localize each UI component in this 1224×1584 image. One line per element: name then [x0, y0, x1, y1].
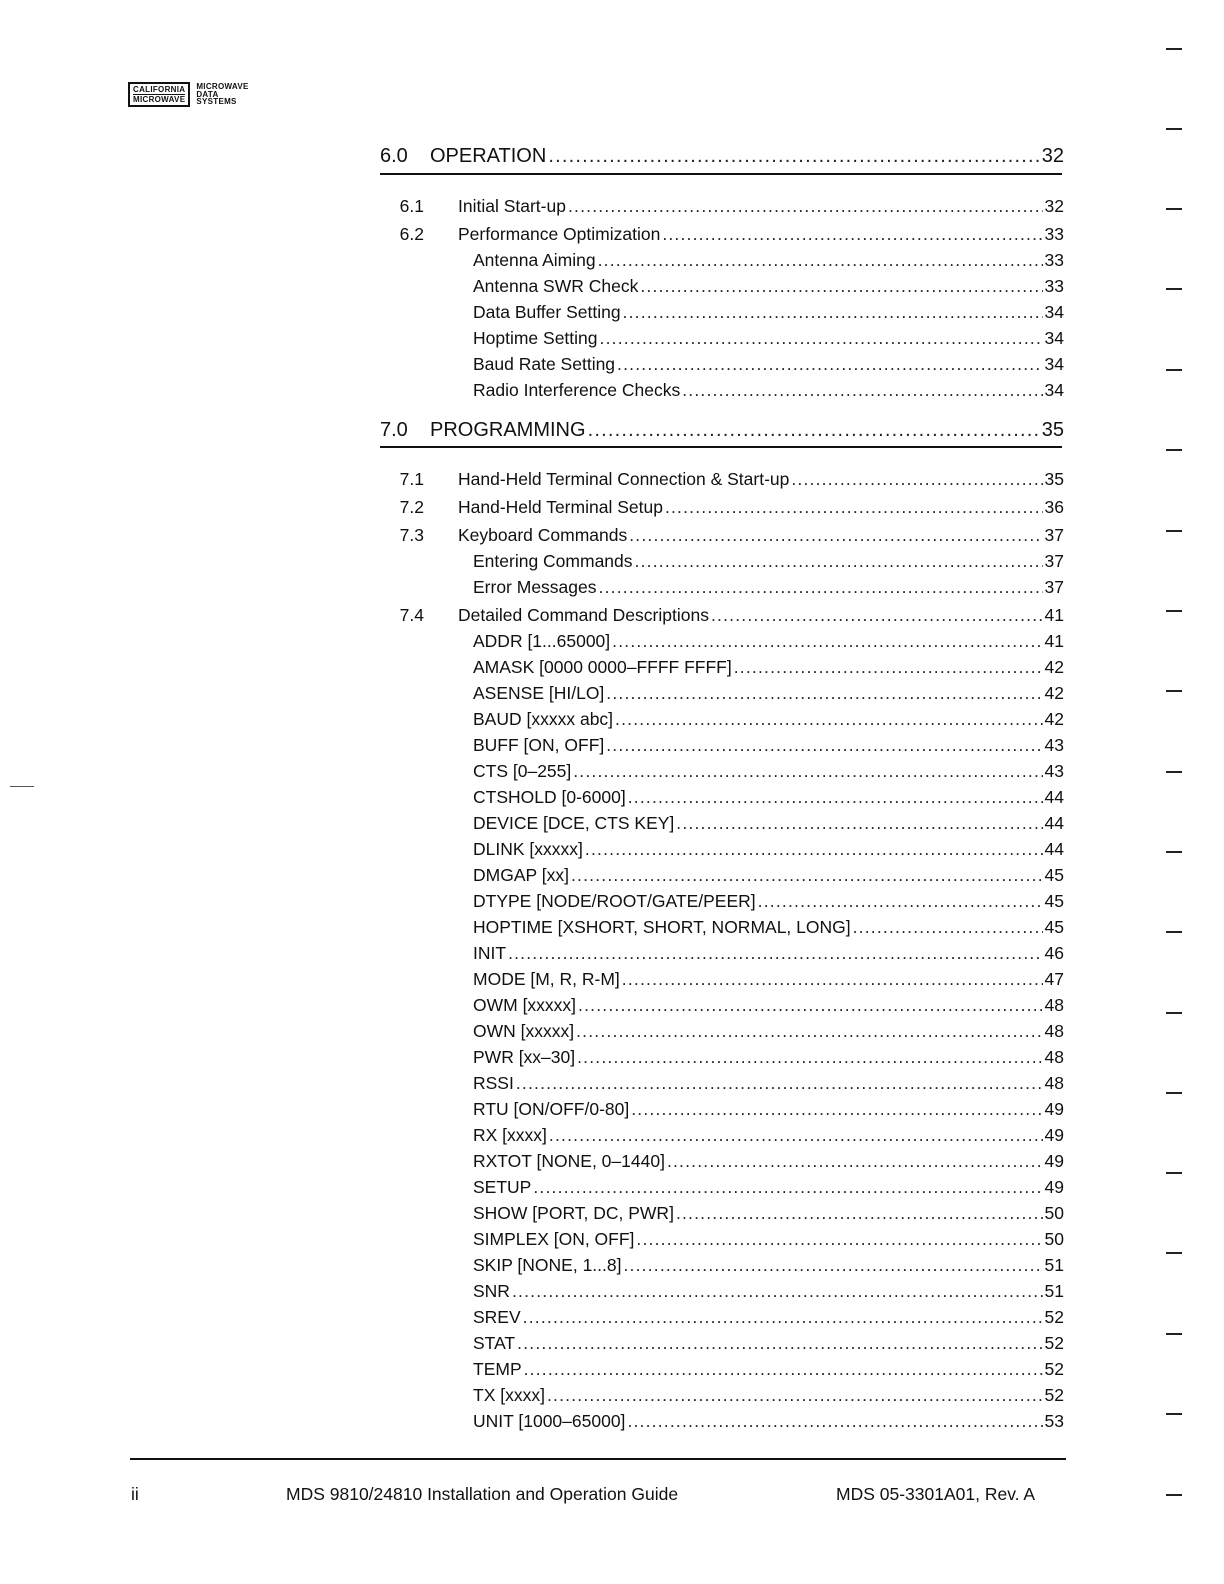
- entry-title: BUFF [ON, OFF]: [473, 735, 605, 755]
- toc-entry[interactable]: [380, 250, 1064, 271]
- toc-entry[interactable]: [380, 1047, 1064, 1068]
- leader-dots: [665, 497, 1043, 518]
- margin-mark: [1166, 1494, 1182, 1496]
- toc-entry[interactable]: [380, 1203, 1064, 1224]
- toc-entry[interactable]: [380, 1177, 1064, 1198]
- entry-page: 47: [1044, 969, 1064, 989]
- toc-entry[interactable]: [380, 709, 1064, 730]
- entry-page: 50: [1044, 1229, 1064, 1249]
- toc-entry[interactable]: [380, 839, 1064, 860]
- entry-page: 33: [1044, 250, 1064, 270]
- leader-dots: [629, 525, 1042, 546]
- entry-page: 52: [1044, 1307, 1064, 1327]
- entry-title: DLINK [xxxxx]: [473, 839, 583, 859]
- leader-dots: [517, 1333, 1042, 1354]
- logo-word3: SYSTEMS: [196, 97, 237, 106]
- section-page: 35: [1041, 419, 1064, 441]
- entry-page: 33: [1044, 276, 1064, 296]
- entry-page: 35: [1044, 469, 1064, 489]
- toc-entry[interactable]: [380, 469, 1064, 490]
- toc-entry[interactable]: [380, 497, 1064, 518]
- leader-dots: [624, 1255, 1043, 1276]
- entry-title: AMASK [0000 0000–FFFF FFFF]: [473, 657, 732, 677]
- entry-title: MODE [M, R, R-M]: [473, 969, 620, 989]
- entry-number: 7.3: [399, 525, 424, 545]
- entry-title: Radio Interference Checks: [473, 380, 681, 400]
- entry-page: 42: [1044, 683, 1064, 703]
- toc-entry[interactable]: [380, 577, 1064, 598]
- entry-page: 52: [1044, 1333, 1064, 1353]
- entry-page: 43: [1044, 735, 1064, 755]
- entry-title: DMGAP [xx]: [473, 865, 569, 885]
- leader-dots: [853, 917, 1043, 938]
- entry-page: 44: [1044, 787, 1064, 807]
- margin-mark: [1166, 931, 1182, 933]
- leader-dots: [628, 787, 1043, 808]
- leader-dots: [524, 1359, 1043, 1380]
- leader-dots: [588, 419, 1040, 442]
- entry-page: 45: [1044, 865, 1064, 885]
- entry-title: RTU [ON/OFF/0-80]: [473, 1099, 630, 1119]
- entry-title: SREV: [473, 1307, 521, 1327]
- toc-entry[interactable]: [380, 551, 1064, 572]
- scan-artifact: [10, 786, 34, 787]
- entry-title: Antenna Aiming: [473, 250, 596, 270]
- toc-entry[interactable]: [380, 917, 1064, 938]
- leader-dots: [568, 196, 1043, 217]
- entry-title: OWN [xxxxx]: [473, 1021, 575, 1041]
- entry-page: 41: [1044, 605, 1064, 625]
- section-number: 7.0: [380, 419, 408, 441]
- entry-title: DEVICE [DCE, CTS KEY]: [473, 813, 675, 833]
- entry-page: 49: [1044, 1099, 1064, 1119]
- entry-page: 50: [1044, 1203, 1064, 1223]
- logo-word2: DATA: [196, 89, 219, 99]
- toc-entry[interactable]: [380, 943, 1064, 964]
- entry-page: 32: [1044, 196, 1064, 216]
- margin-mark: [1166, 1413, 1182, 1415]
- toc-entry[interactable]: [380, 302, 1064, 323]
- entry-page: 53: [1044, 1411, 1064, 1431]
- entry-page: 41: [1044, 631, 1064, 651]
- toc-entry[interactable]: [380, 1073, 1064, 1094]
- leader-dots: [512, 1281, 1043, 1302]
- entry-page: 44: [1044, 813, 1064, 833]
- leader-dots: [622, 969, 1043, 990]
- toc-entry[interactable]: [380, 761, 1064, 782]
- margin-mark: [1166, 771, 1182, 773]
- leader-dots: [578, 995, 1042, 1016]
- margin-mark: [1166, 48, 1182, 50]
- entry-number: 7.1: [399, 469, 424, 489]
- leader-dots: [662, 224, 1042, 245]
- entry-page: 48: [1044, 995, 1064, 1015]
- entry-title: RXTOT [NONE, 0–1440]: [473, 1151, 665, 1171]
- entry-title: Hoptime Setting: [473, 328, 598, 348]
- entry-page: 48: [1044, 1021, 1064, 1041]
- entry-page: 49: [1044, 1125, 1064, 1145]
- entry-page: 49: [1044, 1151, 1064, 1171]
- entry-page: 37: [1044, 577, 1064, 597]
- leader-dots: [636, 1229, 1042, 1250]
- logo-box-line1: CALIFORNIA: [133, 85, 186, 94]
- entry-title: Hand-Held Terminal Connection & Start-up: [458, 469, 790, 489]
- toc-entry[interactable]: [380, 1385, 1064, 1406]
- leader-dots: [571, 865, 1043, 886]
- toc-entry[interactable]: [380, 1255, 1064, 1276]
- leader-dots: [667, 1151, 1043, 1172]
- leader-dots: [631, 1099, 1042, 1120]
- entry-title: INIT: [473, 943, 507, 963]
- entry-title: TX [xxxx]: [473, 1385, 545, 1405]
- section-rule: [380, 173, 1062, 175]
- entry-title: CTSHOLD [0-6000]: [473, 787, 626, 807]
- entry-page: 51: [1044, 1281, 1064, 1301]
- entry-title: CTS [0–255]: [473, 761, 572, 781]
- company-logo: [128, 82, 249, 107]
- toc-entry[interactable]: [380, 1307, 1064, 1328]
- entry-page: 36: [1044, 497, 1064, 517]
- margin-mark: [1166, 1333, 1182, 1335]
- leader-dots: [640, 276, 1042, 297]
- margin-mark: [1166, 288, 1182, 290]
- leader-dots: [711, 605, 1043, 626]
- toc-section-7[interactable]: [380, 419, 1064, 442]
- entry-page: 51: [1044, 1255, 1064, 1275]
- margin-mark: [1166, 610, 1182, 612]
- leader-dots: [682, 380, 1042, 401]
- leader-dots: [623, 302, 1043, 323]
- entry-title: Error Messages: [473, 577, 597, 597]
- entry-title: PWR [xx–30]: [473, 1047, 576, 1067]
- section-page: 32: [1041, 145, 1064, 167]
- entry-title: OWM [xxxxx]: [473, 995, 577, 1015]
- entry-title: Baud Rate Setting: [473, 354, 616, 374]
- entry-title: BAUD [xxxxx abc]: [473, 709, 614, 729]
- entry-title: HOPTIME [XSHORT, SHORT, NORMAL, LONG]: [473, 917, 851, 937]
- toc-entry[interactable]: [380, 1151, 1064, 1172]
- margin-mark: [1166, 208, 1182, 210]
- leader-dots: [599, 577, 1043, 598]
- leader-dots: [549, 1125, 1043, 1146]
- entry-page: 34: [1044, 354, 1064, 374]
- entry-title: Detailed Command Descriptions: [458, 605, 709, 625]
- entry-page: 34: [1044, 302, 1064, 322]
- toc-entry[interactable]: [380, 735, 1064, 756]
- entry-title: Data Buffer Setting: [473, 302, 621, 322]
- toc-entry[interactable]: [380, 1333, 1064, 1354]
- logo-box-line2: MICROWAVE: [133, 95, 186, 104]
- margin-mark: [1166, 690, 1182, 692]
- section-number: 6.0: [380, 145, 408, 167]
- leader-dots: [573, 761, 1042, 782]
- entry-page: 52: [1044, 1359, 1064, 1379]
- margin-mark: [1166, 128, 1182, 130]
- leader-dots: [576, 1021, 1042, 1042]
- entry-page: 45: [1044, 891, 1064, 911]
- toc-entry[interactable]: [380, 328, 1064, 349]
- entry-page: 48: [1044, 1047, 1064, 1067]
- toc-entry[interactable]: [380, 224, 1064, 245]
- toc-entry[interactable]: [380, 969, 1064, 990]
- toc-entry[interactable]: [380, 525, 1064, 546]
- leader-dots: [600, 328, 1043, 349]
- toc-entry[interactable]: [380, 196, 1064, 217]
- leader-dots: [606, 735, 1042, 756]
- leader-dots: [734, 657, 1043, 678]
- leader-dots: [758, 891, 1043, 912]
- entry-page: 34: [1044, 328, 1064, 348]
- margin-mark: [1166, 1252, 1182, 1254]
- toc-entry[interactable]: [380, 995, 1064, 1016]
- toc-entry[interactable]: [380, 1281, 1064, 1302]
- leader-dots: [627, 1411, 1042, 1432]
- entry-title: Entering Commands: [473, 551, 633, 571]
- entry-title: SNR: [473, 1281, 510, 1301]
- leader-dots: [676, 813, 1042, 834]
- toc-entry[interactable]: [380, 683, 1064, 704]
- toc-entry[interactable]: [380, 354, 1064, 375]
- entry-title: Initial Start-up: [458, 196, 566, 216]
- toc-entry[interactable]: [380, 1099, 1064, 1120]
- entry-page: 34: [1044, 380, 1064, 400]
- entry-page: 42: [1044, 657, 1064, 677]
- leader-dots: [548, 145, 1039, 168]
- entry-title: Keyboard Commands: [458, 525, 628, 545]
- entry-page: 52: [1044, 1385, 1064, 1405]
- margin-mark: [1166, 449, 1182, 451]
- toc-entry[interactable]: [380, 787, 1064, 808]
- entry-title: Antenna SWR Check: [473, 276, 639, 296]
- entry-title: ADDR [1...65000]: [473, 631, 611, 651]
- entry-page: 37: [1044, 551, 1064, 571]
- entry-page: 37: [1044, 525, 1064, 545]
- section-rule: [380, 446, 1062, 448]
- margin-mark: [1166, 369, 1182, 371]
- entry-number: 7.2: [399, 497, 424, 517]
- leader-dots: [606, 683, 1042, 704]
- entry-page: 42: [1044, 709, 1064, 729]
- margin-mark: [1166, 851, 1182, 853]
- toc-entry[interactable]: [380, 891, 1064, 912]
- logo-word1: MICROWAVE: [196, 82, 249, 91]
- toc-entry[interactable]: [380, 1021, 1064, 1042]
- footer-page-number: ii: [131, 1484, 139, 1504]
- leader-dots: [577, 1047, 1042, 1068]
- toc-entry[interactable]: [380, 657, 1064, 678]
- entry-title: Performance Optimization: [458, 224, 661, 244]
- entry-title: SKIP [NONE, 1...8]: [473, 1255, 622, 1275]
- section-title: OPERATION: [430, 145, 547, 167]
- entry-page: 44: [1044, 839, 1064, 859]
- logo-words: [196, 82, 248, 106]
- leader-dots: [635, 551, 1043, 572]
- leader-dots: [612, 631, 1042, 652]
- entry-title: SHOW [PORT, DC, PWR]: [473, 1203, 674, 1223]
- leader-dots: [516, 1073, 1043, 1094]
- entry-title: RX [xxxx]: [473, 1125, 547, 1145]
- leader-dots: [676, 1203, 1043, 1224]
- leader-dots: [617, 354, 1042, 375]
- entry-title: STAT: [473, 1333, 516, 1353]
- margin-mark: [1166, 530, 1182, 532]
- entry-number: 7.4: [399, 605, 424, 625]
- entry-title: UNIT [1000–65000]: [473, 1411, 626, 1431]
- margin-mark: [1166, 1012, 1182, 1014]
- entry-title: Hand-Held Terminal Setup: [458, 497, 663, 517]
- toc-entry[interactable]: [380, 631, 1064, 652]
- section-title: PROGRAMMING: [430, 419, 586, 441]
- entry-number: 6.1: [399, 196, 424, 216]
- toc-entry[interactable]: [380, 865, 1064, 886]
- entry-title: TEMP: [473, 1359, 522, 1379]
- entry-title: ASENSE [HI/LO]: [473, 683, 605, 703]
- toc-entry[interactable]: [380, 1229, 1064, 1250]
- leader-dots: [598, 250, 1043, 271]
- leader-dots: [508, 943, 1042, 964]
- entry-page: 43: [1044, 761, 1064, 781]
- leader-dots: [615, 709, 1042, 730]
- entry-page: 45: [1044, 917, 1064, 937]
- entry-title: DTYPE [NODE/ROOT/GATE/PEER]: [473, 891, 756, 911]
- entry-page: 46: [1044, 943, 1064, 963]
- leader-dots: [791, 469, 1042, 490]
- footer-rule: [130, 1458, 1066, 1460]
- footer-guide-title: MDS 9810/24810 Installation and Operation Guide: [286, 1484, 679, 1504]
- toc-entry[interactable]: [380, 813, 1064, 834]
- margin-mark: [1166, 1092, 1182, 1094]
- leader-dots: [523, 1307, 1043, 1328]
- toc-section-6[interactable]: [380, 145, 1064, 168]
- margin-mark: [1166, 1172, 1182, 1174]
- entry-title: SETUP: [473, 1177, 532, 1197]
- leader-dots: [533, 1177, 1042, 1198]
- toc-entry[interactable]: [380, 1359, 1064, 1380]
- entry-title: SIMPLEX [ON, OFF]: [473, 1229, 635, 1249]
- footer-doc-number: MDS 05-3301A01, Rev. A: [836, 1484, 1036, 1504]
- entry-page: 33: [1044, 224, 1064, 244]
- entry-page: 48: [1044, 1073, 1064, 1093]
- toc-entry[interactable]: [380, 1125, 1064, 1146]
- entry-page: 49: [1044, 1177, 1064, 1197]
- entry-number: 6.2: [399, 224, 424, 244]
- toc-entry[interactable]: [380, 380, 1064, 401]
- entry-title: RSSI: [473, 1073, 514, 1093]
- logo-box: [128, 82, 190, 107]
- toc-entry[interactable]: [380, 276, 1064, 297]
- leader-dots: [547, 1385, 1043, 1406]
- toc-entry[interactable]: [380, 605, 1064, 626]
- leader-dots: [585, 839, 1043, 860]
- toc-entry[interactable]: [380, 1411, 1064, 1432]
